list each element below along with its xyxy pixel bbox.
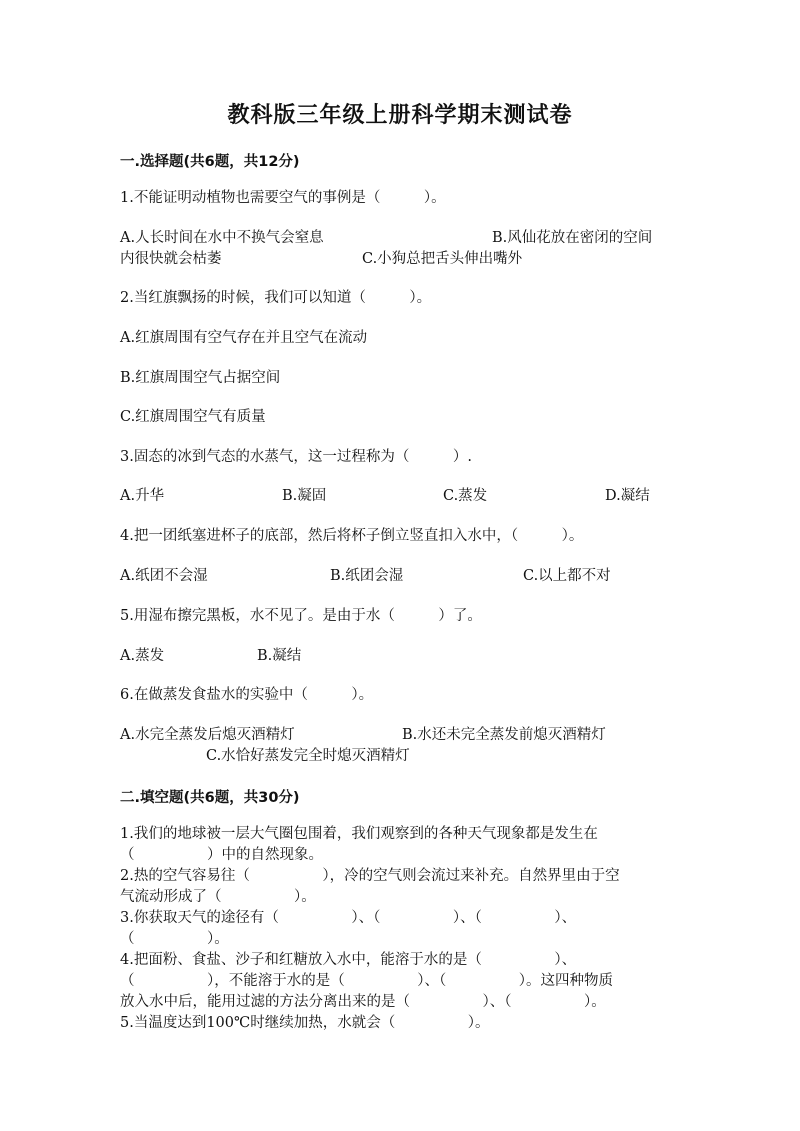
fill-line: 2.热的空气容易往（ ），冷的空气则会流过来补充。自然界里由于空	[120, 868, 620, 884]
question-2-option-a: A.红旗周围有空气存在并且空气在流动	[120, 330, 368, 346]
question-5-stem: 5.用湿布擦完黑板，水不见了。是由于水（ ）了。	[120, 608, 482, 624]
question-2-option-b: B.红旗周围空气占据空间	[120, 370, 281, 386]
fill-line: 4.把面粉、食盐、沙子和红糖放入水中，能溶于水的是（ ）、	[120, 952, 577, 968]
question-4-stem: 4.把一团纸塞进杯子的底部，然后将杯子倒立竖直扣入水中，（ ）。	[120, 528, 584, 544]
fill-line: 5.当温度达到100℃时继续加热，水就会（ ）。	[120, 1015, 490, 1031]
page-title: 教科版三年级上册科学期末测试卷	[227, 103, 573, 128]
question-3-option-d: D.凝结	[605, 488, 650, 504]
question-1-option-b: B.风仙花放在密闭的空间	[492, 230, 653, 246]
section-heading-choice: 一.选择题(共6题，共12分)	[120, 154, 300, 170]
question-5-option-b: B.凝结	[257, 648, 302, 664]
question-1-stem: 1.不能证明动植物也需要空气的事例是（ ）。	[120, 190, 446, 206]
question-1-option-b-continued: 内很快就会枯萎	[120, 251, 222, 267]
question-3-option-b: B.凝固	[282, 488, 327, 504]
question-3-option-a: A.升华	[120, 488, 165, 504]
question-6-option-b: B.水还未完全蒸发前熄灭酒精灯	[402, 727, 606, 743]
question-6-option-c: C.水恰好蒸发完全时熄灭酒精灯	[206, 748, 410, 764]
fill-line: 1.我们的地球被一层大气圈包围着，我们观察到的各种天气现象都是发生在	[120, 826, 598, 842]
question-1-option-c: C.小狗总把舌头伸出嘴外	[362, 251, 523, 267]
question-4-option-c: C.以上都不对	[523, 568, 611, 584]
fill-line: 气流动形成了（ ）。	[120, 889, 316, 905]
fill-line: （ ）中的自然现象。	[120, 847, 323, 863]
fill-line: 放入水中后，能用过滤的方法分离出来的是（ ）、（ ）。	[120, 994, 606, 1010]
fill-line: 3.你获取天气的途径有（ ）、（ ）、（ ）、	[120, 910, 577, 926]
question-4-option-b: B.纸团会湿	[330, 568, 404, 584]
question-1-option-a: A.人长时间在水中不换气会窒息	[120, 230, 324, 246]
question-6-option-a: A.水完全蒸发后熄灭酒精灯	[120, 727, 295, 743]
fill-line: （ ）。	[120, 931, 229, 947]
question-3-option-c: C.蒸发	[443, 488, 488, 504]
question-2-stem: 2.当红旗飘扬的时候，我们可以知道（ ）。	[120, 290, 432, 306]
fill-line: （ ），不能溶于水的是（ ）、（ ）。这四种物质	[120, 973, 613, 989]
section-heading-fill-in: 二.填空题(共6题，共30分)	[120, 790, 300, 806]
question-5-option-a: A.蒸发	[120, 648, 165, 664]
question-6-stem: 6.在做蒸发食盐水的实验中（ ）。	[120, 687, 374, 703]
question-4-option-a: A.纸团不会湿	[120, 568, 208, 584]
question-2-option-c: C.红旗周围空气有质量	[120, 409, 266, 425]
question-3-stem: 3.固态的冰到气态的水蒸气，这一过程称为（ ）.	[120, 449, 472, 465]
